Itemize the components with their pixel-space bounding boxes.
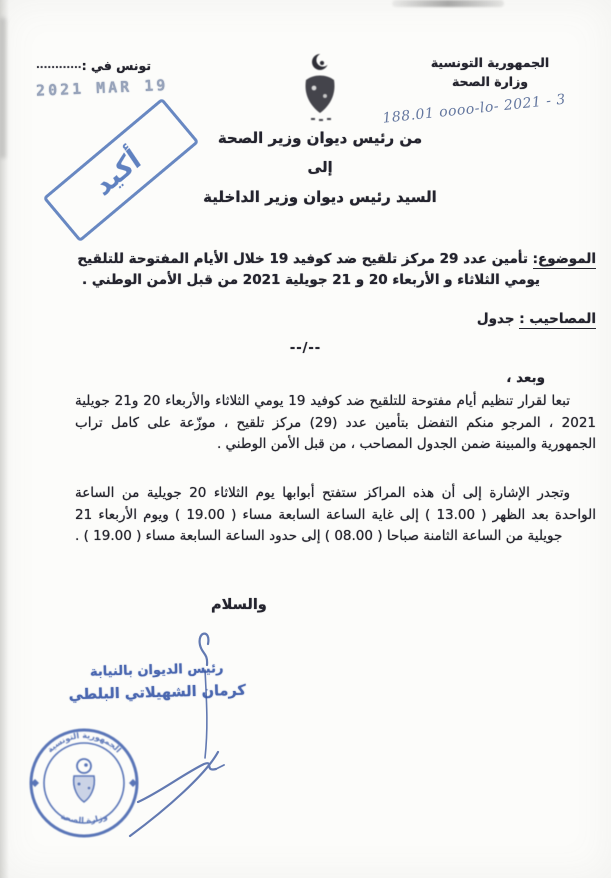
salutation: وبعد ، xyxy=(506,370,545,386)
city-label: تونس في : xyxy=(81,58,152,73)
handwritten-reference: 188.01 oooo-lo- 2021 - 3 xyxy=(381,91,567,127)
subject-line-2: يومي الثلاثاء و الأربعاء 20 و 21 جويلية 2021 من قبل الأمن الوطني . xyxy=(82,272,540,288)
section-separator: --/-- xyxy=(289,341,322,356)
city-dots: ............ xyxy=(36,60,82,71)
date-received-stamp: 2021 MAR 19 xyxy=(35,75,169,100)
round-stamp-bottom-text: وزارة الصحة xyxy=(59,811,109,826)
urgent-stamp-label: أكيد xyxy=(89,143,147,203)
tunisia-emblem-icon xyxy=(295,50,345,130)
scan-edge-blob xyxy=(0,18,6,158)
attachments-value: جدول xyxy=(476,311,515,327)
subject-label: الموضوع: xyxy=(532,251,596,267)
ministry-round-stamp-icon xyxy=(27,726,141,840)
letterhead-left xyxy=(35,58,208,100)
acting-chief-stamp-name: كرمان الشهيلاتي البلطي xyxy=(68,682,247,704)
sender-line: من رئيس ديوان وزير الصحة xyxy=(217,129,423,147)
attachments-label: المصاحيب : xyxy=(519,311,596,327)
ministry-title: وزارة الصحة xyxy=(451,74,529,90)
scan-smudge xyxy=(392,0,504,7)
letterhead-right xyxy=(415,53,565,92)
addressing-block xyxy=(150,129,490,206)
closing-salutation: والسلام xyxy=(211,597,267,613)
republic-title: الجمهورية التونسية xyxy=(430,55,550,70)
body-paragraph-2: وتجدر الإشارة إلى أن هذه المراكز ستفتح أبوابها يوم الثلاثاء 20 جويلية من الساعة الواحدة بعد الظهر ( 13.00 ) إلى غاية الساعة السابعة مساء ( 19.00 ) ويوم الأربعاء 21 جويلية من الساعة الثامنة صباحا ( 08.00 ) إلى حدود الساعة السابعة مساء ( 19.00 ) . xyxy=(75,485,596,544)
city-date-line xyxy=(36,58,208,73)
round-stamp-top-text: الجمهورية التونسية xyxy=(45,730,123,755)
subject-line-1: تأمين عدد 29 مركز تلقيح ضد كوفيد 19 خلال الأيام المفتوحة للتلقيح xyxy=(77,251,528,267)
subject-block xyxy=(75,249,596,291)
svg-text:وزارة الصحة xyxy=(60,812,109,825)
body-paragraph-1: تبعا لقرار تنظيم أيام مفتوحة للتلقيح ضد كوفيد 19 يومي الثلاثاء والأربعاء 20 و21 جويلية 2021 ، المرجو منكم التفضل بتأمين عدد (29) مركز تلقيح ، موزّعة على كامل تراب الجمهورية والمبينة ضمن الجدول المصاحب ، من قبل الأمن الوطني . xyxy=(75,393,596,452)
acting-chief-stamp-title: رئيس الديوان بالنيابة xyxy=(89,661,224,680)
to-label: إلى xyxy=(307,160,333,176)
attachments-line xyxy=(75,311,596,327)
recipient-line: السيد رئيس ديوان وزير الداخلية xyxy=(203,188,437,206)
